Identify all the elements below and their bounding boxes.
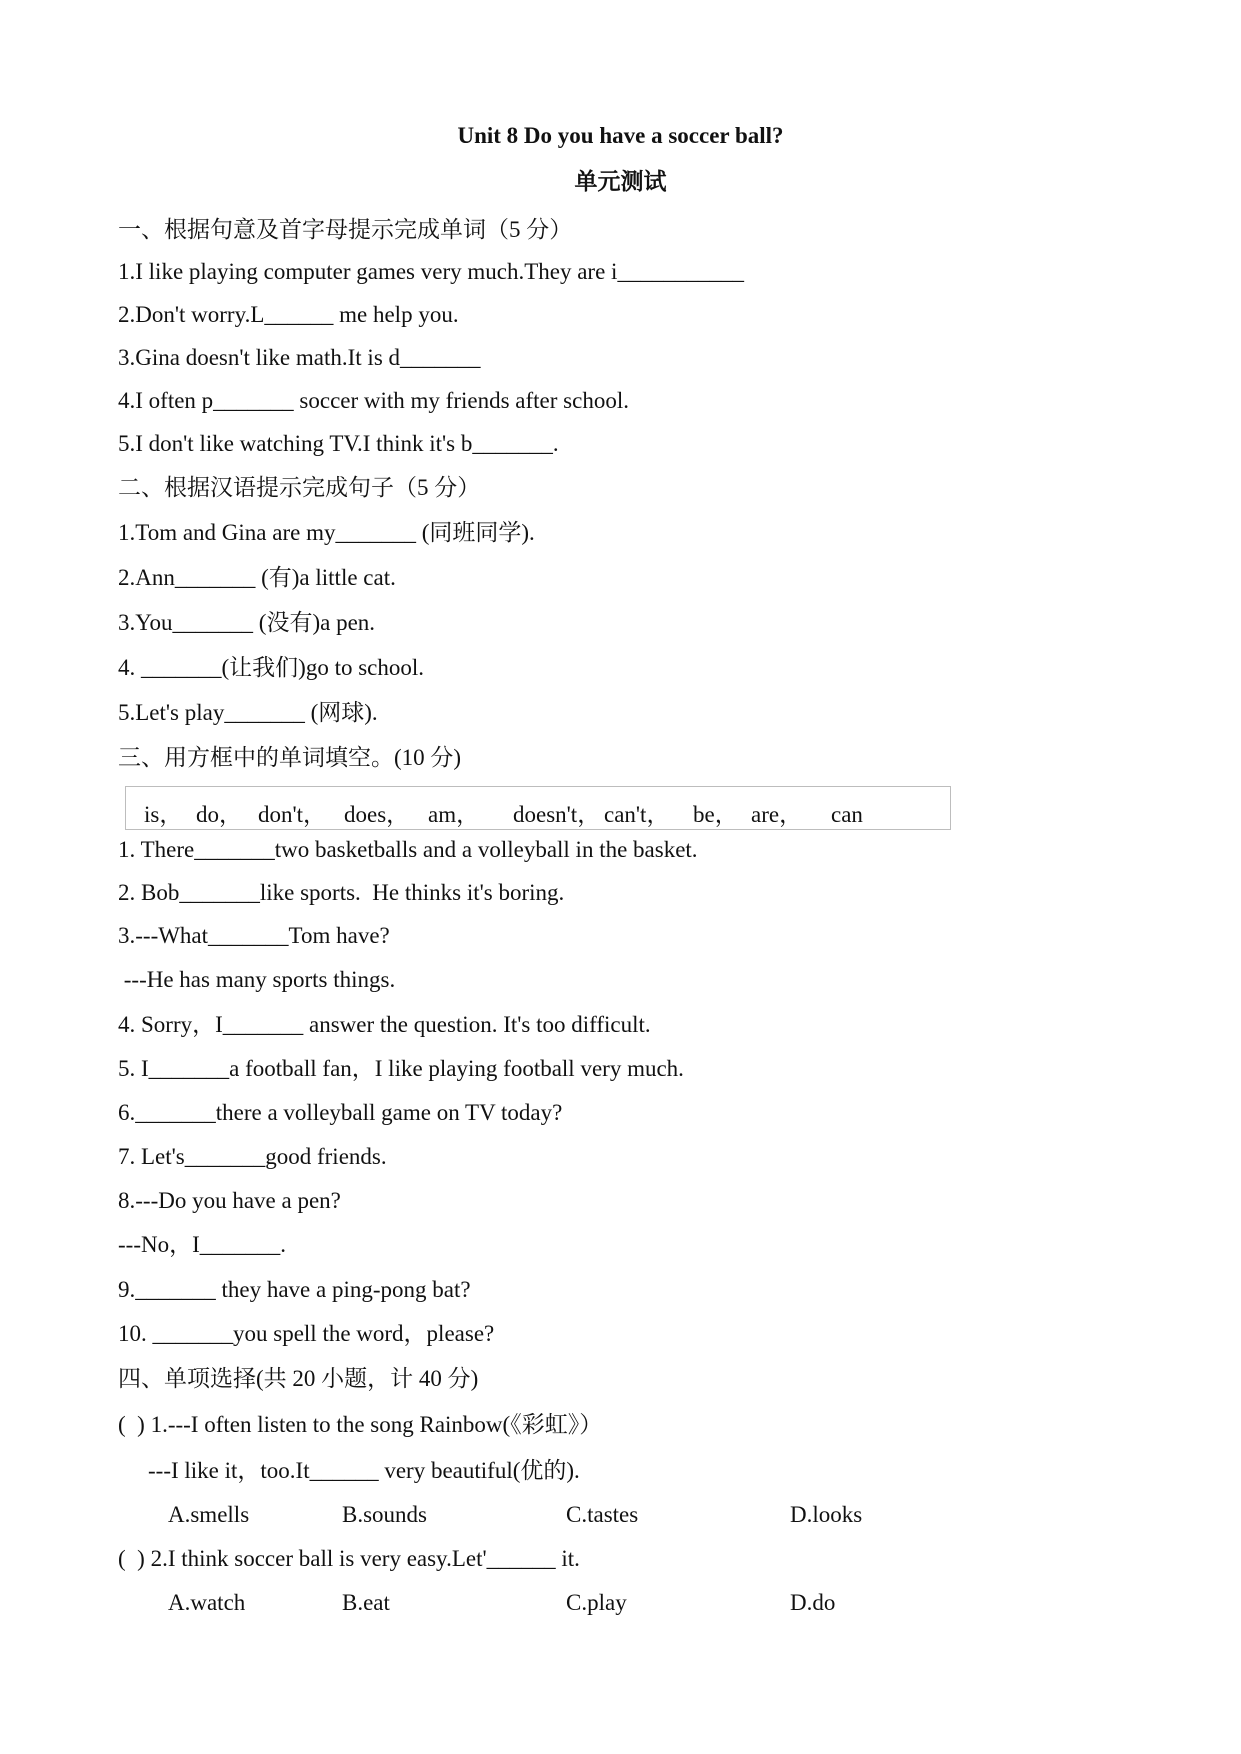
document-title: Unit 8 Do you have a soccer ball? (457, 123, 784, 148)
word-bank-word: doesn't， (513, 802, 601, 827)
section2-item-5: 5.Let's play_______ (网球). (118, 700, 378, 725)
section3-item-9: 9._______ they have a ping-pong bat? (118, 1277, 471, 1302)
word-bank-word: do， (196, 802, 242, 827)
word-bank-word: does， (344, 802, 410, 827)
section1-item-5: 5.I don't like watching TV.I think it's b_______. (118, 431, 559, 456)
question-1-option-a: A.smells (168, 1502, 250, 1527)
section2-heading: 二、根据汉语提示完成句子（5 分） (118, 475, 481, 500)
question-2-option-d: D.do (790, 1590, 836, 1615)
section3-item-3-answer: ---He has many sports things. (118, 967, 396, 992)
section1-heading: 一、根据句意及首字母提示完成单词（5 分） (118, 217, 573, 242)
section3-item-8: 8.---Do you have a pen? (118, 1188, 341, 1213)
section2-item-2: 2.Ann_______ (有)a little cat. (118, 565, 396, 590)
section1-item-1: 1.I like playing computer games very much.They are i___________ (118, 259, 744, 284)
question-2-option-b: B.eat (342, 1590, 390, 1615)
question-1-option-d: D.looks (790, 1502, 863, 1527)
section1-item-3: 3.Gina doesn't like math.It is d_______ (118, 345, 481, 370)
word-bank-word: are， (751, 802, 803, 827)
section1-item-2: 2.Don't worry.L______ me help you. (118, 302, 459, 327)
word-bank-word: is， (144, 802, 183, 827)
word-bank-word: be， (693, 802, 738, 827)
section2-item-3: 3.You_______ (没有)a pen. (118, 610, 376, 635)
question-1-option-b: B.sounds (342, 1502, 427, 1527)
section2-item-1: 1.Tom and Gina are my_______ (同班同学). (118, 520, 535, 545)
section3-item-2: 2. Bob_______like sports. He thinks it's boring. (118, 880, 565, 905)
section3-item-10: 10. _______you spell the word，please? (118, 1321, 495, 1346)
question-2-option-c: C.play (566, 1590, 627, 1615)
question-1-stem: ( ) 1.---I often listen to the song Rainbow(《彩虹》） (118, 1412, 603, 1437)
section3-item-5: 5. I_______a football fan，I like playing football very much. (118, 1056, 684, 1081)
section3-item-7: 7. Let's_______good friends. (118, 1144, 387, 1169)
section1-item-4: 4.I often p_______ soccer with my friends after school. (118, 388, 629, 413)
section2-item-4: 4. _______(让我们)go to school. (118, 655, 425, 680)
word-bank-word: can't， (604, 802, 670, 827)
word-bank-word: can (831, 802, 863, 827)
word-bank-word: am， (428, 802, 480, 827)
section3-item-1: 1. There_______two basketballs and a volleyball in the basket. (118, 837, 698, 862)
document-subtitle: 单元测试 (574, 169, 667, 194)
question-1-option-c: C.tastes (566, 1502, 639, 1527)
section3-heading: 三、用方框中的单词填空。(10 分) (118, 745, 462, 770)
section3-item-6: 6._______there a volleyball game on TV today? (118, 1100, 563, 1125)
word-bank-word: don't， (258, 802, 327, 827)
section3-item-3: 3.---What_______Tom have? (118, 923, 390, 948)
question-2-stem: ( ) 2.I think soccer ball is very easy.Let'______ it. (118, 1546, 580, 1571)
section3-item-4: 4. Sorry，I_______ answer the question. It's too difficult. (118, 1012, 651, 1037)
section3-item-8-answer: ---No，I_______. (118, 1232, 286, 1257)
section4-heading: 四、单项选择(共 20 小题，计 40 分) (118, 1366, 479, 1391)
word-bank-box (125, 786, 951, 830)
question-2-option-a: A.watch (168, 1590, 246, 1615)
question-1-line-2: ---I like it，too.It______ very beautiful(优的). (148, 1458, 580, 1483)
